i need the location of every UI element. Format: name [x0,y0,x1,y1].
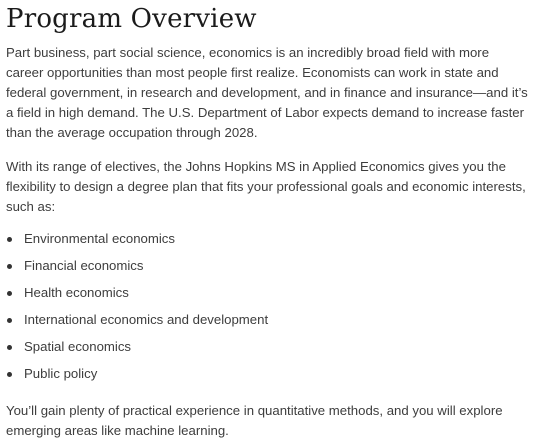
intro-paragraph: Part business, part social science, economics is an incredibly broad field with more career opportunities than most people first realize. Economists can work in state and federal government, in research and development, and in finance and insurance—and it’s a field in high demand. The U.S. Department of Labor expects demand to increase faster than the average occupation through 2028. [6,45,528,140]
bullet-icon [7,345,12,350]
bullet-icon [7,372,12,377]
interests-list [6,229,529,391]
closing-paragraph: You’ll gain plenty of practical experience in quantitative methods, and you will explore emerging areas like machine learning. [6,403,503,438]
list-item [6,364,529,391]
list-item [6,337,529,364]
electives-paragraph: With its range of electives, the Johns Hopkins MS in Applied Economics gives you the flexibility to design a degree plan that fits your professional goals and economic interests, such as: [6,159,526,214]
bullet-icon [7,318,12,323]
list-item-label: Public policy [24,366,98,381]
bullet-icon [7,264,12,269]
list-item-label: Environmental economics [24,231,175,246]
list-item-label: Financial economics [24,258,144,273]
bullet-icon [7,291,12,296]
list-item-label: International economics and development [24,312,269,327]
list-item [6,229,529,256]
list-item-label: Health economics [24,285,129,300]
list-item-label: Spatial economics [24,339,132,354]
page-title: Program Overview [6,4,257,34]
list-item [6,310,529,337]
list-item [6,283,529,310]
bullet-icon [7,237,12,242]
list-item [6,256,529,283]
